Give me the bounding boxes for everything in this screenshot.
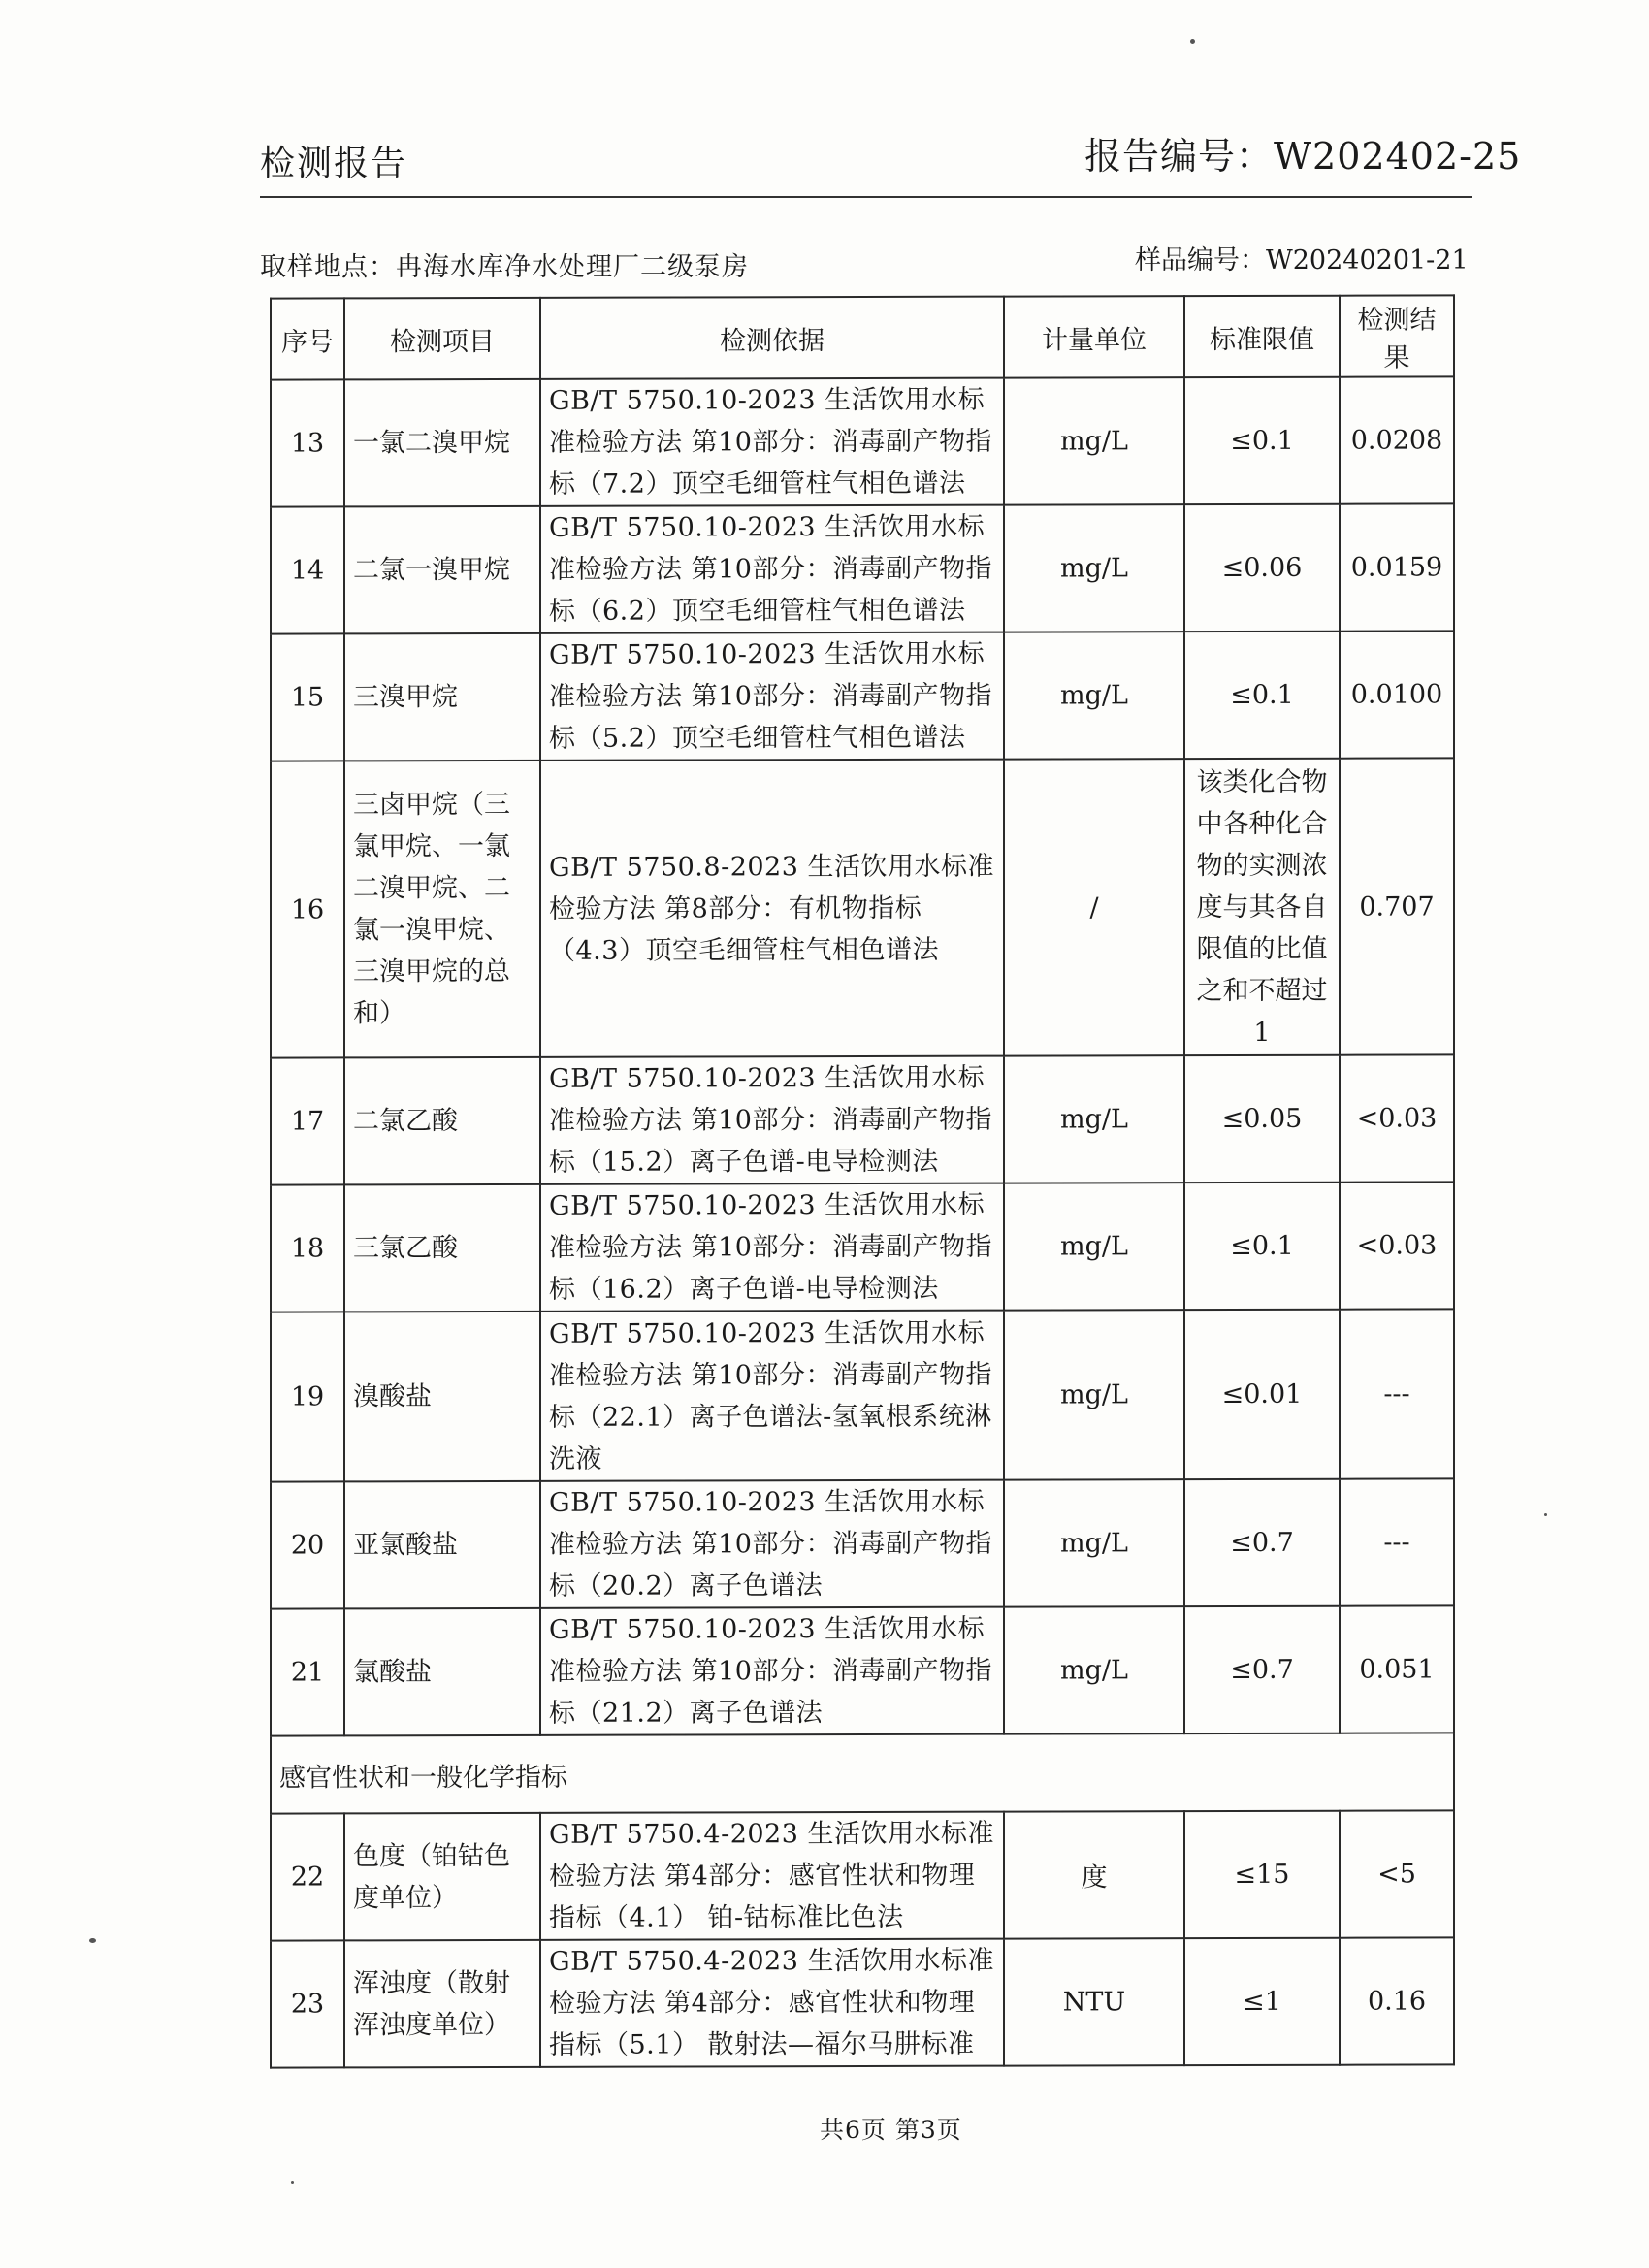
table-row xyxy=(271,1937,1454,2067)
row-result: 0.707 xyxy=(1340,758,1454,1054)
table-row xyxy=(271,1605,1454,1735)
row-basis: GB/T 5750.10-2023 生活饮用水标准检验方法 第10部分：消毒副产物指标（21.2）离子色谱法 xyxy=(540,1607,1004,1735)
section-row xyxy=(271,1733,1454,1813)
row-no: 21 xyxy=(271,1608,344,1735)
page-footer: 共6页 第3页 xyxy=(820,2116,962,2144)
row-limit: ≤15 xyxy=(1184,1811,1340,1938)
row-unit: mg/L xyxy=(1004,1183,1184,1310)
table-row xyxy=(271,1309,1454,1481)
col-header-unit: 计量单位 xyxy=(1004,296,1184,377)
row-item: 色度（铂钴色度单位） xyxy=(344,1813,540,1941)
row-unit: mg/L xyxy=(1004,1055,1184,1183)
row-basis: GB/T 5750.10-2023 生活饮用水标准检验方法 第10部分：消毒副产物指标（7.2）顶空毛细管柱气相色谱法 xyxy=(540,378,1004,506)
row-no: 17 xyxy=(271,1057,344,1184)
row-limit: ≤0.01 xyxy=(1184,1310,1340,1479)
scan-speck xyxy=(1544,1513,1547,1516)
table-row xyxy=(271,376,1454,506)
row-basis: GB/T 5750.10-2023 生活饮用水标准检验方法 第10部分：消毒副产物指标（15.2）离子色谱-电导检测法 xyxy=(540,1056,1004,1184)
row-unit: mg/L xyxy=(1004,504,1184,632)
table-row xyxy=(271,1182,1454,1312)
row-unit: / xyxy=(1004,759,1184,1055)
row-item: 三卤甲烷（三氯甲烷、一氯二溴甲烷、二氯一溴甲烷、三溴甲烷的总和） xyxy=(344,761,540,1058)
row-limit: ≤0.7 xyxy=(1184,1606,1340,1733)
row-unit: mg/L xyxy=(1004,632,1184,759)
col-header-result: 检测结果 xyxy=(1340,295,1454,376)
row-limit: ≤0.1 xyxy=(1184,1183,1340,1310)
col-header-basis: 检测依据 xyxy=(540,297,1004,379)
row-no: 20 xyxy=(271,1481,344,1608)
col-header-item: 检测项目 xyxy=(344,298,540,380)
row-unit: mg/L xyxy=(1004,1479,1184,1606)
col-header-limit: 标准限值 xyxy=(1184,296,1340,377)
report-title: 检测报告 xyxy=(260,144,408,183)
table-row xyxy=(271,631,1454,761)
row-item: 二氯一溴甲烷 xyxy=(344,506,540,634)
results-table xyxy=(270,294,1455,2068)
row-result: 0.051 xyxy=(1340,1605,1454,1733)
row-no: 15 xyxy=(271,633,344,761)
scan-speck xyxy=(89,1938,96,1943)
row-no: 13 xyxy=(271,379,344,506)
table-row xyxy=(271,503,1454,633)
row-item: 氯酸盐 xyxy=(344,1608,540,1736)
row-basis: GB/T 5750.10-2023 生活饮用水标准检验方法 第10部分：消毒副产物指标（20.2）离子色谱法 xyxy=(540,1480,1004,1608)
row-unit: mg/L xyxy=(1004,377,1184,504)
row-unit: NTU xyxy=(1004,1938,1184,2065)
row-result: <5 xyxy=(1340,1810,1454,1937)
sampling-location: 取样地点：冉海水库净水处理厂二级泵房 xyxy=(260,252,749,282)
row-result: 0.16 xyxy=(1340,1937,1454,2064)
row-basis: GB/T 5750.10-2023 生活饮用水标准检验方法 第10部分：消毒副产物指标（6.2）顶空毛细管柱气相色谱法 xyxy=(540,505,1004,633)
row-result: 0.0159 xyxy=(1340,503,1454,631)
col-header-no: 序号 xyxy=(271,298,344,379)
scan-speck xyxy=(291,2181,294,2184)
row-limit: ≤0.1 xyxy=(1184,377,1340,504)
row-no: 16 xyxy=(271,761,344,1057)
row-result: 0.0100 xyxy=(1340,631,1454,758)
row-no: 19 xyxy=(271,1312,344,1481)
row-basis: GB/T 5750.10-2023 生活饮用水标准检验方法 第10部分：消毒副产物指标（16.2）离子色谱-电导检测法 xyxy=(540,1183,1004,1312)
row-item: 一氯二溴甲烷 xyxy=(344,379,540,507)
row-result: --- xyxy=(1340,1309,1454,1478)
table-row xyxy=(271,1478,1454,1608)
row-basis: GB/T 5750.8-2023 生活饮用水标准检验方法 第8部分：有机物指标（4.3）顶空毛细管柱气相色谱法 xyxy=(540,760,1004,1057)
table-row xyxy=(271,1054,1454,1184)
row-unit: mg/L xyxy=(1004,1310,1184,1479)
header-divider xyxy=(260,196,1472,198)
row-result: 0.0208 xyxy=(1340,376,1454,503)
row-basis: GB/T 5750.10-2023 生活饮用水标准检验方法 第10部分：消毒副产物指标（5.2）顶空毛细管柱气相色谱法 xyxy=(540,632,1004,761)
row-limit: ≤0.06 xyxy=(1184,504,1340,632)
scan-speck xyxy=(1190,39,1195,44)
row-item: 三氯乙酸 xyxy=(344,1184,540,1312)
row-unit: mg/L xyxy=(1004,1606,1184,1733)
section-title: 感官性状和一般化学指标 xyxy=(271,1733,1454,1813)
row-result: <0.03 xyxy=(1340,1182,1454,1309)
row-result: --- xyxy=(1340,1478,1454,1605)
row-result: <0.03 xyxy=(1340,1054,1454,1182)
row-unit: 度 xyxy=(1004,1811,1184,1938)
row-item: 溴酸盐 xyxy=(344,1312,540,1482)
row-no: 22 xyxy=(271,1813,344,1940)
row-limit: 该类化合物中各种化合物的实测浓度与其各自限值的比值之和不超过1 xyxy=(1184,759,1340,1055)
row-basis: GB/T 5750.4-2023 生活饮用水标准检验方法 第4部分：感官性状和物理指标（5.1） 散射法—福尔马肼标准 xyxy=(540,1939,1004,2067)
row-no: 23 xyxy=(271,1940,344,2067)
row-basis: GB/T 5750.10-2023 生活饮用水标准检验方法 第10部分：消毒副产物指标（22.1）离子色谱法-氢氧根系统淋洗液 xyxy=(540,1311,1004,1481)
sample-number: 样品编号：W20240201-21 xyxy=(1135,245,1469,275)
row-item: 亚氯酸盐 xyxy=(344,1481,540,1609)
report-number: 报告编号：W202402-25 xyxy=(1084,135,1522,178)
row-limit: ≤0.1 xyxy=(1184,632,1340,759)
row-no: 14 xyxy=(271,506,344,633)
table-row xyxy=(271,1810,1454,1940)
row-basis: GB/T 5750.4-2023 生活饮用水标准检验方法 第4部分：感官性状和物理指标（4.1） 铂-钴标准比色法 xyxy=(540,1812,1004,1940)
row-no: 18 xyxy=(271,1184,344,1312)
row-item: 二氯乙酸 xyxy=(344,1057,540,1185)
row-limit: ≤0.05 xyxy=(1184,1055,1340,1183)
row-item: 浑浊度（散射浑浊度单位） xyxy=(344,1940,540,2068)
table-row xyxy=(271,758,1454,1057)
row-limit: ≤0.7 xyxy=(1184,1479,1340,1606)
row-item: 三溴甲烷 xyxy=(344,633,540,761)
row-limit: ≤1 xyxy=(1184,1938,1340,2065)
table-header-row xyxy=(271,295,1454,379)
